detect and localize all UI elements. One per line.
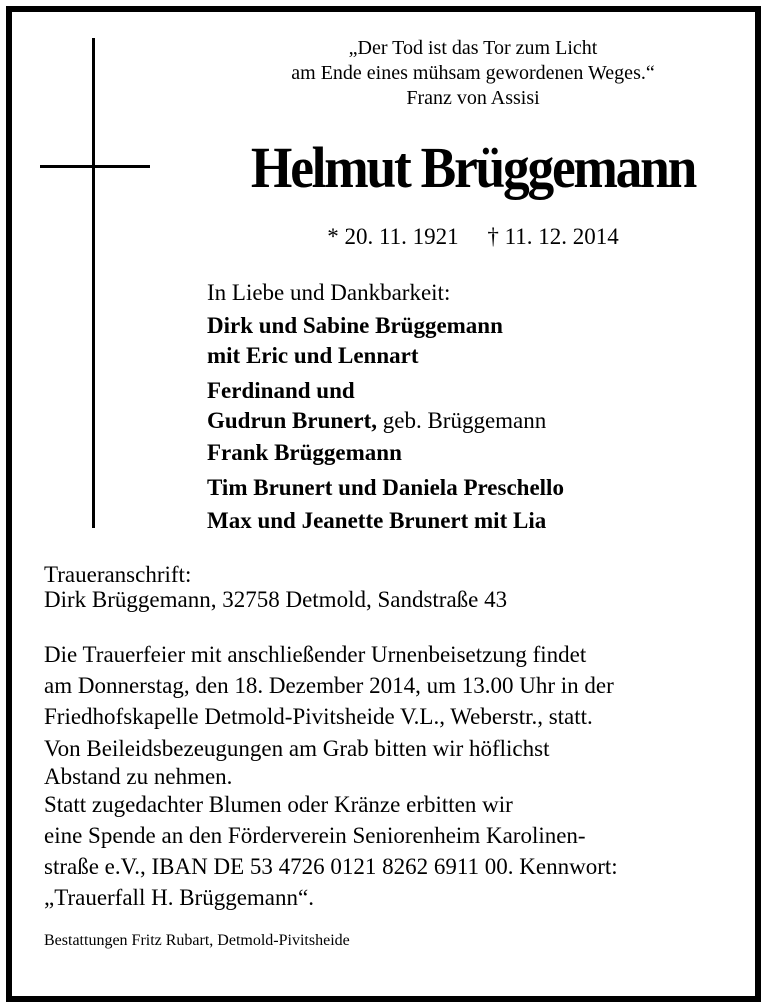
mourners-intro: In Liebe und Dankbarkeit: <box>207 280 451 305</box>
ceremony-line-3: Friedhofskapelle Detmold-Pivitsheide V.L., Weberstr., statt. <box>44 704 593 729</box>
mourner-line-3: Ferdinand und <box>207 378 355 403</box>
quote-author: Franz von Assisi <box>406 87 540 109</box>
ceremony-line-2: am Donnerstag, den 18. Dezember 2014, um 13.00 Uhr in der <box>44 673 614 698</box>
mourner-line-7: Max und Jeanette Brunert mit Lia <box>207 508 547 533</box>
mourner-line-4-name: Gudrun Brunert, <box>207 408 377 433</box>
mourner-line-5: Frank Brüggemann <box>207 440 402 465</box>
ceremony-line-6: Statt zugedachter Blumen oder Kränze erbitten wir <box>44 792 513 817</box>
mourner-line-4-maiden-name: geb. Brüggemann <box>376 408 547 433</box>
mourner-line-1: Dirk und Sabine Brüggemann <box>207 313 503 338</box>
address-value: Dirk Brüggemann, 32758 Detmold, Sandstraße 43 <box>44 587 508 612</box>
mourner-line-4 <box>207 408 546 434</box>
mourner-line-6: Tim Brunert und Daniela Preschello <box>207 475 564 500</box>
ceremony-line-7: eine Spende an den Förderverein Seniorenheim Karolinen- <box>44 823 586 848</box>
address-label: Traueranschrift: <box>44 562 192 587</box>
deceased-name: Helmut Brüggemann <box>250 135 696 200</box>
ceremony-line-9: „Trauerfall H. Brüggemann“. <box>44 885 314 910</box>
ceremony-line-4: Von Beileidsbezeugungen am Grab bitten wir höflichst <box>44 736 550 761</box>
ceremony-line-8: straße e.V., IBAN DE 53 4726 0121 8262 6911 00. Kennwort: <box>44 854 618 879</box>
life-dates: * 20. 11. 1921 † 11. 12. 2014 <box>327 224 619 249</box>
mourner-line-2: mit Eric und Lennart <box>207 343 419 368</box>
ceremony-line-5: Abstand zu nehmen. <box>44 764 233 789</box>
cross-horizontal-bar <box>40 165 150 168</box>
cross-vertical-bar <box>92 38 95 528</box>
ceremony-line-1: Die Trauerfeier mit anschließender Urnenbeisetzung findet <box>44 642 587 667</box>
funeral-home: Bestattungen Fritz Rubart, Detmold-Pivitsheide <box>44 932 350 949</box>
quote-line-1: „Der Tod ist das Tor zum Licht <box>348 37 598 59</box>
quote-line-2: am Ende eines mühsam gewordenen Weges.“ <box>291 62 655 84</box>
